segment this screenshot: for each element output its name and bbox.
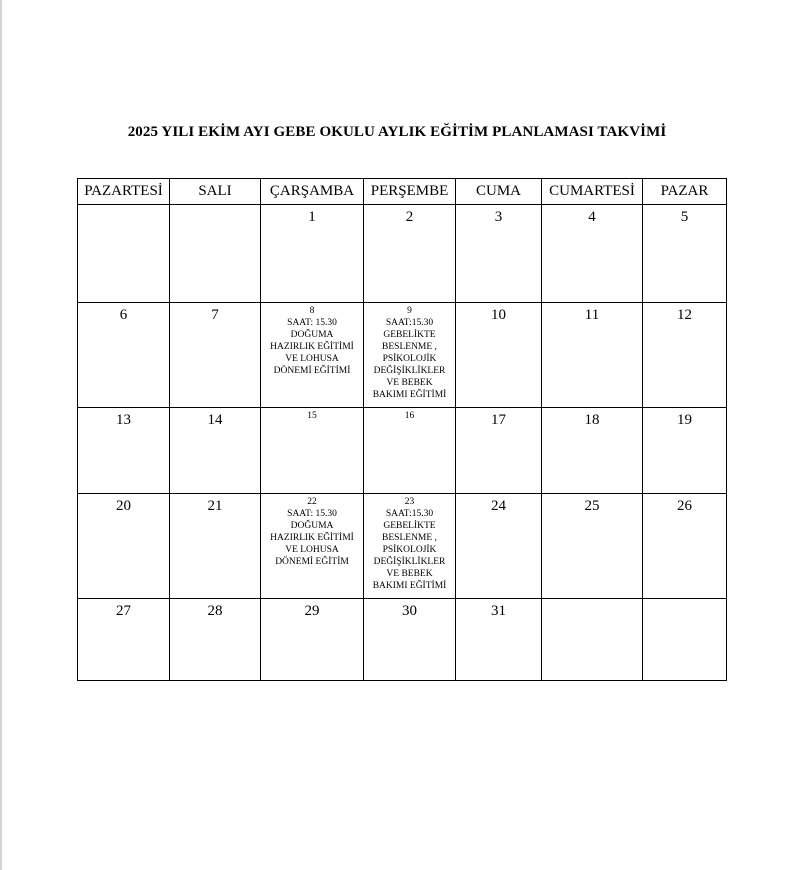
event-line: PSİKOLOJİK — [382, 354, 437, 364]
week-row — [78, 303, 727, 408]
event-birth-prep-training — [261, 317, 363, 377]
day-cell-empty — [643, 599, 727, 681]
day-cell-empty — [78, 205, 170, 303]
day-cell-event — [261, 303, 364, 408]
week-row — [78, 205, 727, 303]
day-number: 17 — [491, 412, 506, 428]
day-cell-empty — [542, 599, 643, 681]
event-line: HAZIRLIK EĞİTİMİ — [270, 533, 354, 543]
day-number: 23 — [404, 497, 415, 507]
day-cell-event — [364, 303, 456, 408]
weekday-header-sunday: PAZAR — [643, 179, 727, 205]
weekday-header-tuesday: SALI — [170, 179, 261, 205]
day-number: 10 — [491, 307, 506, 323]
event-nutrition-baby-care-training — [364, 317, 455, 401]
day-number — [643, 599, 726, 603]
day-cell — [542, 408, 643, 494]
day-cell — [261, 599, 364, 681]
day-number — [78, 205, 169, 209]
event-line: PSİKOLOJİK — [382, 545, 437, 555]
day-number: 30 — [402, 603, 417, 619]
day-number: 12 — [677, 307, 692, 323]
event-line: SAAT:15.30 — [385, 509, 434, 519]
event-line: DÖNEMİ EĞİTİM — [275, 557, 349, 567]
day-cell — [78, 408, 170, 494]
day-cell — [170, 599, 261, 681]
day-cell — [643, 408, 727, 494]
event-line: VE LOHUSA — [285, 354, 339, 364]
day-number: 2 — [405, 209, 414, 225]
event-line: SAAT: 15.30 — [287, 509, 337, 519]
event-line: BESLENME , — [382, 342, 437, 352]
day-cell-event — [364, 494, 456, 599]
day-number: 19 — [677, 412, 692, 428]
day-cell — [643, 303, 727, 408]
day-cell — [456, 205, 542, 303]
week-row — [78, 408, 727, 494]
day-number: 21 — [207, 498, 223, 514]
day-cell — [170, 303, 261, 408]
day-cell — [643, 205, 727, 303]
day-cell — [456, 408, 542, 494]
event-line: VE LOHUSA — [285, 545, 339, 555]
document-title: 2025 YILI EKİM AYI GEBE OKULU AYLIK EĞİTİM PLANLAMASI TAKVİMİ — [127, 124, 667, 140]
event-line: DOĞUMA — [290, 521, 334, 531]
day-number: 7 — [211, 307, 219, 323]
weekday-header-monday: PAZARTESİ — [78, 179, 170, 205]
day-number — [170, 205, 260, 209]
day-number: 13 — [116, 412, 131, 428]
event-line: GEBELİKTE — [383, 521, 436, 531]
day-cell — [364, 205, 456, 303]
day-number: 24 — [491, 498, 506, 514]
day-number: 25 — [584, 498, 600, 514]
day-cell-event — [261, 494, 364, 599]
day-cell — [456, 494, 542, 599]
day-cell — [170, 494, 261, 599]
weekday-header-friday: CUMA — [456, 179, 542, 205]
event-birth-prep-training — [261, 508, 363, 568]
event-line: BAKIMI EĞİTİMİ — [372, 581, 447, 591]
day-number: 5 — [680, 209, 689, 225]
week-row — [78, 599, 727, 681]
day-cell — [542, 205, 643, 303]
day-number: 8 — [309, 306, 315, 316]
day-cell — [456, 599, 542, 681]
day-number: 1 — [308, 209, 316, 225]
day-number: 6 — [119, 307, 128, 323]
day-number: 16 — [404, 411, 415, 421]
weekday-header-wednesday: ÇARŞAMBA — [261, 179, 364, 205]
weekday-header-thursday: PERŞEMBE — [364, 179, 456, 205]
day-cell — [542, 494, 643, 599]
day-number: 27 — [116, 603, 131, 619]
calendar-table — [77, 178, 727, 681]
day-number: 9 — [407, 306, 412, 316]
event-line: VE BEBEK — [386, 569, 433, 579]
event-line: SAAT: 15.30 — [287, 318, 337, 328]
day-number: 29 — [304, 603, 320, 619]
weekday-header-saturday: CUMARTESİ — [542, 179, 643, 205]
day-cell — [364, 408, 456, 494]
event-line: SAAT:15.30 — [385, 318, 434, 328]
day-number — [542, 599, 642, 603]
day-cell-empty — [170, 205, 261, 303]
day-number: 20 — [116, 498, 131, 514]
event-line: BESLENME , — [382, 533, 437, 543]
event-line: GEBELİKTE — [383, 330, 436, 340]
event-line: DEĞİŞİKLİKLER — [373, 557, 446, 567]
weekday-header-row — [78, 179, 727, 205]
day-cell — [542, 303, 643, 408]
week-row — [78, 494, 727, 599]
day-cell — [261, 408, 364, 494]
day-cell — [78, 303, 170, 408]
day-number: 15 — [307, 411, 317, 421]
event-line: BAKIMI EĞİTİMİ — [372, 390, 447, 400]
day-number: 14 — [207, 412, 223, 428]
day-number: 22 — [307, 497, 317, 507]
day-cell — [643, 494, 727, 599]
event-nutrition-baby-care-training — [364, 508, 455, 592]
day-cell — [364, 599, 456, 681]
day-number: 26 — [677, 498, 692, 514]
event-line: VE BEBEK — [386, 378, 433, 388]
day-cell — [261, 205, 364, 303]
day-cell — [456, 303, 542, 408]
event-line: DOĞUMA — [290, 330, 334, 340]
day-number: 18 — [584, 412, 600, 428]
day-number: 11 — [584, 307, 600, 323]
day-number: 3 — [494, 209, 503, 225]
day-cell — [78, 599, 170, 681]
day-number: 31 — [491, 603, 506, 619]
event-line: HAZIRLIK EĞİTİMİ — [270, 342, 354, 352]
day-number: 4 — [588, 209, 596, 225]
event-line: DÖNEMİ EĞİTİMİ — [273, 366, 351, 376]
day-cell — [170, 408, 261, 494]
day-number: 28 — [207, 603, 223, 619]
event-line: DEĞİŞİKLİKLER — [373, 366, 446, 376]
day-cell — [78, 494, 170, 599]
